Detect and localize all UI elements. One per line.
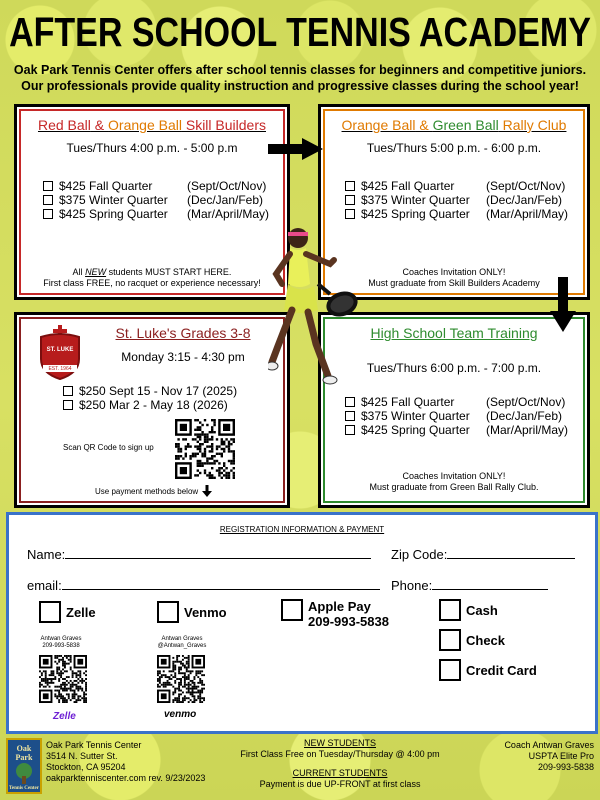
option-row[interactable]: $250 Sept 15 - Nov 17 (2025): [63, 384, 237, 398]
oak-park-logo: Oak Park Tennis Center: [6, 738, 42, 794]
option-row[interactable]: $425 Spring Quarter (Mar/April/May): [43, 207, 269, 221]
tree-icon: [10, 762, 38, 784]
arrow-right-icon: [268, 138, 323, 160]
option-row[interactable]: $425 Fall Quarter (Sept/Oct/Nov): [43, 179, 269, 193]
intro-text: [10, 62, 590, 94]
st-lukes-title: St. Luke's Grades 3-8: [115, 325, 251, 341]
footer-students: NEW STUDENTS First Class Free on Tuesday/Thursday @ 4:00 pm CURRENT STUDENTS Payment is due UP-FRONT at first class: [240, 738, 440, 789]
checkbox[interactable]: [43, 181, 53, 191]
cash-option[interactable]: Cash: [439, 599, 498, 621]
applepay-checkbox[interactable]: [281, 599, 303, 621]
venmo-checkbox[interactable]: [157, 601, 179, 623]
zip-input[interactable]: [447, 547, 575, 559]
option-row[interactable]: $425 Fall Quarter (Sept/Oct/Nov): [345, 179, 568, 193]
high-school-schedule: Tues/Thurs 6:00 p.m. - 7:00 p.m.: [366, 361, 542, 375]
option-row[interactable]: $375 Winter Quarter (Dec/Jan/Feb): [43, 193, 269, 207]
footer-address: Oak Park Tennis Center 3514 N. Sutter St. Stockton, CA 95204 oakparktenniscenter.com rev. 9/23/2023: [46, 740, 206, 783]
checkbox[interactable]: [63, 386, 73, 396]
option-row[interactable]: $375 Winter Quarter (Dec/Jan/Feb): [345, 409, 568, 423]
intro-line-1: Oak Park Tennis Center offers after school tennis classes for beginners and competitive juniors.: [13, 63, 587, 77]
option-row[interactable]: $425 Fall Quarter (Sept/Oct/Nov): [345, 395, 568, 409]
high-school-title: High School Team Training: [370, 325, 538, 341]
credit-card-option[interactable]: Credit Card: [439, 659, 537, 681]
checkbox[interactable]: [345, 181, 355, 191]
st-lukes-logo: ST. LUKE EST. 1964: [35, 325, 85, 381]
email-input[interactable]: [62, 578, 380, 590]
signup-qr-code[interactable]: [175, 419, 235, 479]
checkbox[interactable]: [43, 209, 53, 219]
high-school-card: [318, 312, 590, 508]
email-field[interactable]: email:: [27, 578, 380, 593]
option-row[interactable]: $250 Mar 2 - May 18 (2026): [63, 398, 237, 412]
tennis-player-illustration: [268, 224, 358, 396]
checkbox[interactable]: [345, 411, 355, 421]
venmo-option[interactable]: Venmo: [157, 601, 227, 623]
skill-builders-card: [14, 104, 290, 300]
checkbox[interactable]: [63, 400, 73, 410]
skill-builders-options: [43, 179, 269, 221]
name-field[interactable]: Name:: [27, 547, 371, 562]
cash-checkbox[interactable]: [439, 599, 461, 621]
rally-club-schedule: Tues/Thurs 5:00 p.m. - 6:00 p.m.: [366, 141, 542, 155]
skill-builders-schedule: Tues/Thurs 4:00 p.m. - 5:00 p.m: [66, 141, 238, 155]
intro-line-2: Our professionals provide quality instruction and progressive classes during the school year!: [21, 79, 579, 93]
arrow-down-icon: [202, 485, 212, 497]
option-row[interactable]: $425 Spring Quarter (Mar/April/May): [345, 423, 568, 437]
rally-club-options: [345, 179, 568, 221]
st-lukes-card: [14, 312, 290, 508]
rally-club-title: Orange Ball & Green Ball Rally Club: [341, 117, 567, 133]
zelle-info: Antwan Graves 209-993-5838: [40, 636, 82, 649]
rally-club-note: Coaches Invitation ONLY! Must graduate from Skill Builders Academy: [368, 267, 540, 288]
phone-input[interactable]: [432, 578, 548, 590]
check-option[interactable]: Check: [439, 629, 505, 651]
footer-coach: Coach Antwan Graves USPTA Elite Pro 209-993-5838: [504, 740, 594, 772]
skill-builders-note: All NEW students MUST START HERE. First class FREE, no racquet or experience necessary!: [43, 267, 261, 288]
checkbox[interactable]: [43, 195, 53, 205]
st-lukes-options: [63, 384, 237, 412]
checkbox[interactable]: [345, 195, 355, 205]
registration-heading: REGISTRATION INFORMATION & PAYMENT: [219, 525, 385, 534]
high-school-note: Coaches Invitation ONLY! Must graduate from Green Ball Rally Club.: [369, 471, 539, 492]
credit-card-checkbox[interactable]: [439, 659, 461, 681]
zip-field[interactable]: Zip Code:: [391, 547, 575, 562]
skill-builders-title: Red Ball & Orange Ball Skill Builders: [37, 117, 266, 133]
high-school-options: [345, 395, 568, 437]
checkbox[interactable]: [345, 209, 355, 219]
venmo-logo: venmo: [164, 709, 197, 720]
option-row[interactable]: $375 Winter Quarter (Dec/Jan/Feb): [345, 193, 568, 207]
name-input[interactable]: [65, 547, 371, 559]
check-checkbox[interactable]: [439, 629, 461, 651]
payment-methods-text: Use payment methods below: [95, 485, 212, 497]
rally-club-card: [318, 104, 590, 300]
checkbox[interactable]: [345, 425, 355, 435]
page-title: AFTER SCHOOL TENNIS ACADEMY: [9, 10, 591, 56]
scan-text: Scan QR Code to sign up: [63, 443, 154, 452]
registration-panel: [6, 512, 598, 734]
option-row[interactable]: $425 Spring Quarter (Mar/April/May): [345, 207, 568, 221]
checkbox[interactable]: [345, 397, 355, 407]
venmo-info: Antwan Graves @Antwan_Graves: [157, 636, 207, 649]
zelle-option[interactable]: Zelle: [39, 601, 96, 623]
zelle-qr-code[interactable]: [39, 655, 87, 703]
venmo-qr-code[interactable]: [157, 655, 205, 703]
arrow-down-icon: [550, 277, 576, 332]
applepay-option[interactable]: Apple Pay 209-993-5838: [281, 599, 389, 629]
phone-field[interactable]: Phone:: [391, 578, 548, 593]
zelle-logo: Zelle: [53, 711, 76, 722]
st-lukes-schedule: Monday 3:15 - 4:30 pm: [121, 350, 245, 364]
zelle-checkbox[interactable]: [39, 601, 61, 623]
